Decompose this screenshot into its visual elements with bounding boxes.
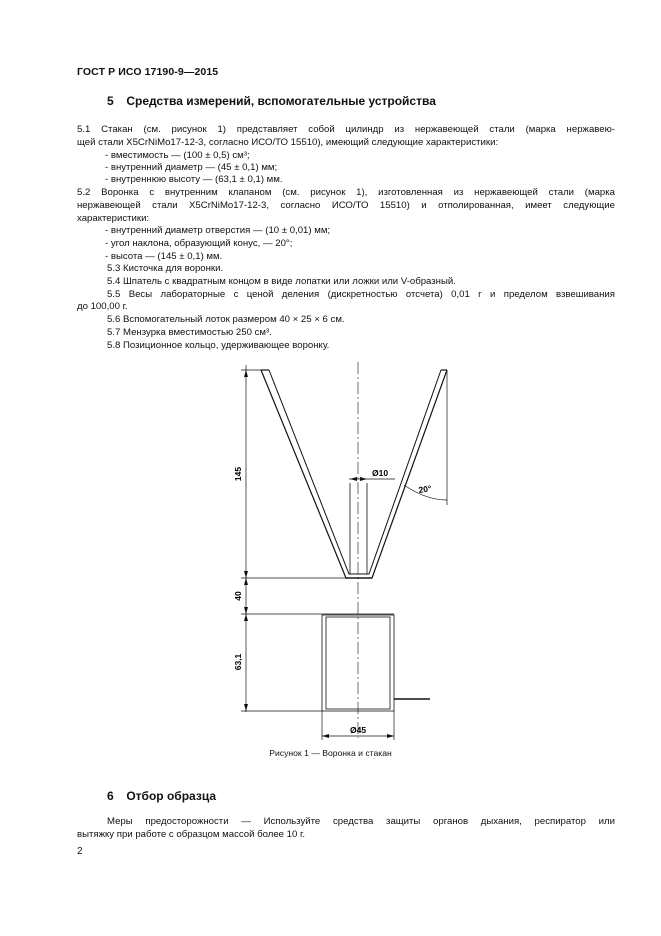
list-item-capacity: - вместимость — (100 ± 0,5) см³; <box>105 150 250 161</box>
para-5-4: 5.4 Шпатель с квадратным концом в виде лопатки или ложки или V-образный. <box>107 276 456 287</box>
document-header: ГОСТ Р ИСО 17190-9—2015 <box>77 66 219 78</box>
para-5-3: 5.3 Кисточка для воронки. <box>107 263 224 274</box>
para-5-2-line-1: 5.2 Воронка с внутренним клапаном (см. рисунок 1), изготовленная из нержавеющей стали (марка <box>77 187 615 198</box>
para-5-5-line-2: до 100,00 г. <box>77 301 128 312</box>
dim-label-orifice: Ø10 <box>372 468 389 478</box>
list-item-angle: - угол наклона, образующий конус, — 20°; <box>105 238 293 249</box>
para-5-8: 5.8 Позиционное кольцо, удерживающее воронку. <box>107 340 330 351</box>
para-5-7: 5.7 Мензурка вместимостью 250 см³. <box>107 327 272 338</box>
para-5-5-line-1: 5.5 Весы лабораторные с ценой деления (дискретностью отсчета) 0,01 г и пределом взвешивания <box>107 289 615 300</box>
list-item-inner-height: - внутреннюю высоту — (63,1 ± 0,1) мм. <box>105 174 283 185</box>
list-item-inner-diameter: - внутренний диаметр — (45 ± 0,1) мм; <box>105 162 278 173</box>
list-item-orifice: - внутренний диаметр отверстия — (10 ± 0,01) мм; <box>105 225 331 236</box>
section-6-heading <box>107 789 216 803</box>
dim-label-angle: 20° <box>417 483 433 495</box>
funnel-outer-wall <box>261 370 447 578</box>
section-6-title: Отбор образца <box>126 789 217 803</box>
para-5-2-line-3: характеристики: <box>77 213 150 224</box>
section-5-title: Средства измерений, вспомогательные устройства <box>126 94 436 108</box>
page-number: 2 <box>77 846 83 857</box>
dim-label-gap: 40 <box>233 591 243 601</box>
section-5-number: 5 <box>107 94 114 108</box>
para-5-6: 5.6 Вспомогательный лоток размером 40 × 25 × 6 см. <box>107 314 345 325</box>
para-5-1-line-1: 5.1 Стакан (см. рисунок 1) представляет собой цилиндр из нержавеющей стали (марка нержавею- <box>77 124 615 135</box>
precautions-line-2: вытяжку при работе с образцом массой более 10 г. <box>77 829 306 840</box>
dim-label-cup-diameter: Ø45 <box>350 725 367 735</box>
list-item-height: - высота — (145 ± 0,1) мм. <box>105 251 223 262</box>
funnel-inner-wall <box>269 370 441 574</box>
dim-label-cup-height: 63,1 <box>233 653 243 671</box>
para-5-2-line-2: нержавеющей стали X5CrNiMo17-12-3, согласно ИСО/ТО 15510) и отполированная, имеет следующие <box>77 200 615 211</box>
precautions-line-1: Меры предосторожности — Используйте средства защиты органов дыхания, респиратор или <box>107 816 615 827</box>
section-6-number: 6 <box>107 789 114 803</box>
para-5-1-line-2: щей стали X5CrNiMo17-12-3, согласно ИСО/ТО 15510), имеющий следующие характеристики: <box>77 137 499 148</box>
figure-1-caption: Рисунок 1 — Воронка и стакан <box>269 748 392 758</box>
dim-label-funnel-height: 145 <box>233 466 243 482</box>
